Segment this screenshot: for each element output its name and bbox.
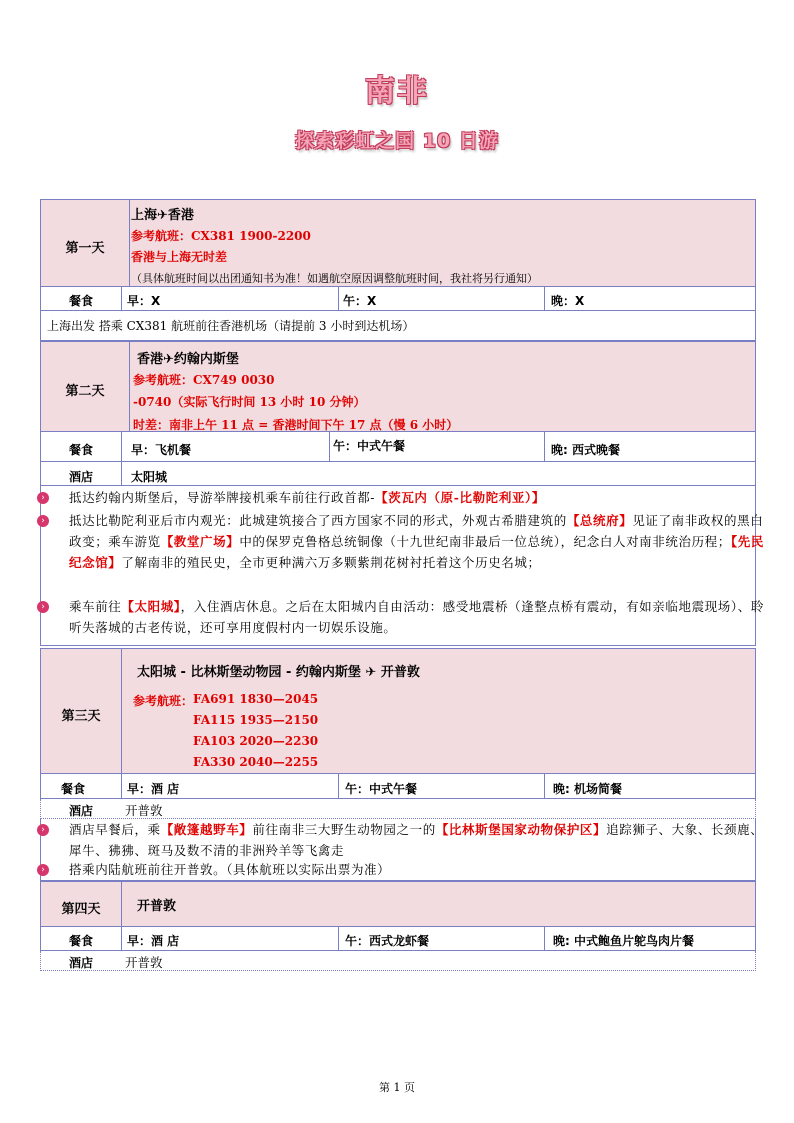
day2-hotel-name: 太阳城 <box>131 470 168 484</box>
day2-header <box>40 341 756 432</box>
day4-hotel <box>40 951 756 971</box>
day3-header <box>40 648 756 774</box>
day4-label: 第四天 <box>61 902 101 917</box>
day3-flight-prefix: 参考航班： <box>133 694 194 708</box>
day1-flight: 参考航班：CX381 1900-2200 <box>131 229 311 243</box>
day2-paragraph-1: 抵达约翰内斯堡后，导游举牌接机乘车前往行政首都-【茨瓦内（原-比勒陀利亚）】 <box>69 490 545 505</box>
day3-route: 太阳城 - 比林斯堡动物园 - 约翰内斯堡 ✈ 开普敦 <box>137 665 420 680</box>
day1-meals <box>40 287 756 311</box>
day2-lunch: 午：中式午餐 <box>333 439 406 453</box>
day1-timediff: 香港与上海无时差 <box>131 250 228 264</box>
day4-hotel-name: 开普敦 <box>125 955 163 970</box>
day3-flight-3: FA103 2020—2230 <box>193 734 319 748</box>
day1-description <box>40 311 756 341</box>
bullet-icon: › <box>37 515 49 527</box>
day3-meals <box>40 774 756 799</box>
day3-flight-4: FA330 2040—2255 <box>193 755 319 769</box>
page-subtitle: 探索彩虹之国 10 日游 <box>295 130 499 152</box>
day3-hotel-label: 酒店 <box>69 804 94 818</box>
day4-header <box>40 881 756 927</box>
day1-breakfast: 早：X <box>127 294 161 308</box>
day1-dinner: 晚：X <box>551 294 585 308</box>
day3-meal-label: 餐食 <box>61 782 86 796</box>
day2-route: 香港✈约翰内斯堡 <box>137 352 239 367</box>
day1-header <box>40 199 756 287</box>
day3-hotel <box>40 799 756 819</box>
day1-label: 第一天 <box>65 241 105 256</box>
day4-meals <box>40 927 756 951</box>
day3-lunch: 午：中式午餐 <box>345 782 418 796</box>
day3-paragraph-1: 酒店早餐后，乘【敞篷越野车】前往南非三大野生动物园之一的【比林斯堡国家动物保护区】追踪狮子、大象、长颈鹿、犀牛、狒狒、斑马及数不清的非洲羚羊等飞禽走 <box>69 822 764 858</box>
day2-flight-arrival: -0740（实际飞行时间 13 小时 10 分钟） <box>133 395 366 409</box>
page-title: 南非 <box>365 74 429 109</box>
day2-paragraph-2: 抵达比勒陀利亚后市内观光：此城建筑接合了西方国家不同的形式，外观古希腊建筑的【总统府】见证了南非政权的黑白政变；乘车游览【教堂广场】中的保罗克鲁格总统铜像（十九世纪南非最后一位总统），纪念白人对南非统治历程；【先民纪念馆】了解南非的殖民史，全市更种满六万多颗紫荆花树衬托着这个历史名城； <box>69 513 764 570</box>
bullet-icon: › <box>37 824 49 836</box>
day2-hotel <box>40 462 756 486</box>
day4-route: 开普敦 <box>137 899 177 914</box>
day3-paragraph-2: 搭乘内陆航班前往开普敦。（具体航班以实际出票为准） <box>69 862 391 877</box>
day1-lunch: 午：X <box>343 294 377 308</box>
day2-paragraph-3: 乘车前往【太阳城】，入住酒店休息。之后在太阳城内自由活动：感受地震桥（逢整点桥有震动，有如亲临地震现场）、聆听失落城的古老传说，还可享用度假村内一切娱乐设施。 <box>69 599 764 635</box>
page-number: 第 1 页 <box>379 1081 415 1094</box>
day4-hotel-label: 酒店 <box>69 956 94 970</box>
day2-itinerary <box>40 486 764 646</box>
day3-label: 第三天 <box>61 709 101 724</box>
day2-meals <box>40 432 756 462</box>
bullet-icon: › <box>37 492 49 504</box>
bullet-icon: › <box>37 601 49 613</box>
day3-breakfast: 早：酒 店 <box>127 782 180 796</box>
day2-flight: 参考航班：CX749 0030 <box>133 373 275 387</box>
day2-dinner: 晚: 西式晚餐 <box>551 443 620 457</box>
day2-timediff: 时差：南非上午 11 点 = 香港时间下午 17 点（慢 6 小时） <box>133 418 459 432</box>
day4-meal-label: 餐食 <box>69 934 94 948</box>
day2-label: 第二天 <box>65 384 105 399</box>
day2-hotel-label: 酒店 <box>69 470 94 484</box>
day1-meal-label: 餐食 <box>69 294 94 308</box>
day3-flight-1: FA691 1830—2045 <box>193 692 319 706</box>
day1-desc: 上海出发 搭乘 CX381 航班前往香港机场（请提前 3 小时到达机场） <box>47 319 415 333</box>
day3-itinerary <box>40 819 764 881</box>
day4-dinner: 晚: 中式鲍鱼片鸵鸟肉片餐 <box>553 934 694 948</box>
day1-route: 上海✈香港 <box>131 208 194 223</box>
day3-dinner: 晚: 机场简餐 <box>553 782 622 796</box>
day2-breakfast: 早：飞机餐 <box>131 443 192 457</box>
bullet-icon: › <box>37 864 49 876</box>
day3-flight-2: FA115 1935—2150 <box>193 713 319 727</box>
day4-breakfast: 早：酒 店 <box>127 934 180 948</box>
day3-hotel-name: 开普敦 <box>125 803 163 818</box>
day2-meal-label: 餐食 <box>69 443 94 457</box>
day4-lunch: 午：西式龙虾餐 <box>345 934 430 948</box>
day1-note: （具体航班时间以出团通知书为准！如遇航空原因调整航班时间，我社将另行通知） <box>131 272 538 285</box>
